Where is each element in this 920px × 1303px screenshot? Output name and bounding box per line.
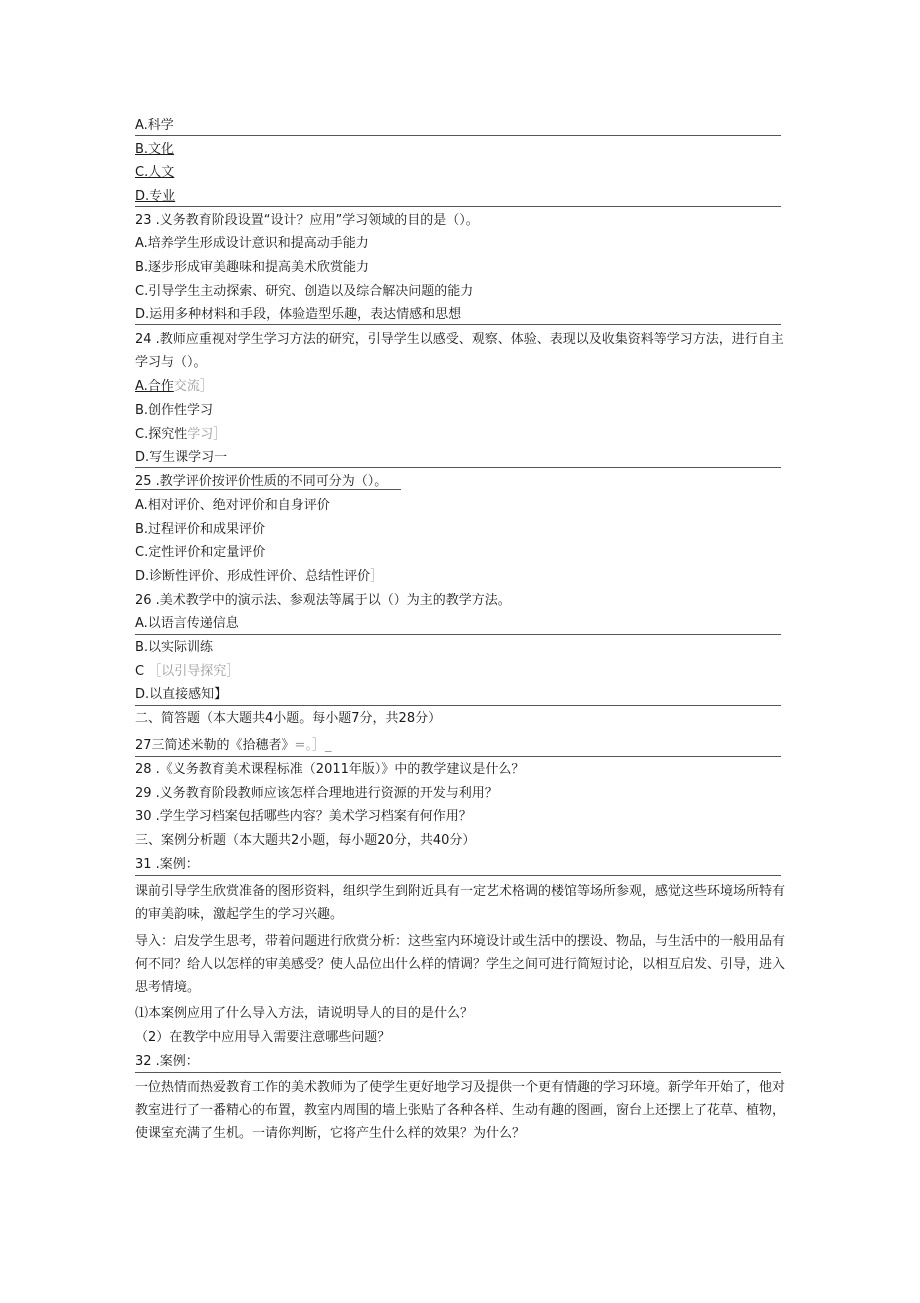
divider [135, 324, 781, 325]
q31-subquestion-1: ⑴本案例应用了什么导入方法，请说明导人的目的是什么？ [135, 1006, 474, 1021]
q25-option-a: A.相对评价、绝对评价和自身评价 [135, 498, 330, 513]
q26-option-c-label: C [135, 664, 145, 679]
q23-option-b: B.逐步形成审美趣味和提高美术欣赏能力 [135, 260, 370, 275]
q25-option-d-label: D.诊断性评价、形成性评价、总结性评价 [135, 569, 371, 584]
q28: 28 .《义务教育美术课程标准（2011年版）》中的教学建议是什么？ [135, 762, 525, 777]
q32-label: 32 .案例： [135, 1054, 199, 1069]
q27-faint: =。］_ [294, 738, 332, 753]
q26-option-c-faint: ［以引导探究］ [148, 664, 240, 679]
q30: 30 .学生学习档案包括哪些内容？美术学习档案有何作用？ [135, 809, 472, 824]
q27 [135, 738, 785, 754]
divider [135, 875, 781, 876]
divider [135, 705, 781, 706]
q26-option-d: D.以直接感知】 [135, 687, 228, 702]
q23-option-d: D.运用多种材料和手段，体验造型乐趣，表达情感和思想 [135, 307, 462, 322]
q24-option-c [135, 427, 785, 443]
divider [135, 206, 781, 207]
q24-option-c-label: C.探究性 [135, 427, 188, 442]
q26-stem: 26 .美术教学中的演示法、参观法等属于以（）为主的教学方法。 [135, 593, 511, 608]
q27-text: 27三简述米勒的《拾穗者》 [135, 738, 295, 753]
q25-option-c: C.定性评价和定量评价 [135, 545, 266, 560]
divider [135, 135, 781, 136]
q23-stem: 23 .义务教育阶段设置“设计？应用”学习领域的目的是（）。 [135, 213, 479, 228]
q23-option-a: A.培养学生形成设计意识和提高动手能力 [135, 236, 369, 251]
q22-option-d: D.专业 [135, 189, 176, 204]
q31-subquestion-2: （2）在教学中应用导入需要注意哪些问题？ [135, 1030, 391, 1045]
q26-option-c [135, 664, 785, 680]
q26-option-a: A.以语言传递信息 [135, 616, 239, 631]
q31-paragraph-2: 导入：启发学生思考，带着问题进行欣赏分析：这些室内环境设计或生活中的摆设、物品，与生活中的一般用品有何不同？给人以怎样的审美感受？使人品位出什么样的情调？学生之间可进行简短讨论，以相互启发、引导，进入思考情境。 [135, 934, 786, 995]
q24-option-b: B.创作性学习 [135, 403, 214, 418]
section3-heading: 三、案例分析题（本大题共2小题，每小题20分，共40分） [135, 833, 476, 848]
q24-option-a-faint: 交流］ [173, 379, 213, 394]
divider [135, 1072, 781, 1073]
q24-option-a [135, 379, 785, 395]
q25-stem [135, 474, 785, 490]
q22-option-c: C.人文 [135, 165, 175, 180]
q32-paragraph: 一位热情而热爱教育工作的美术教师为了使学生更好地学习及提供一个更有情趣的学习环境。新学年开始了，他对教室进行了一番精心的布置，教室内周围的墙上张贴了各种各样、生动有趣的图画，窗台上还摆上了花草、植物，使课室充满了生机。一请你判断，它将产生什么样的效果？为什么？ [135, 1080, 786, 1141]
q25-stem-text: 25 .教学评价按评价性质的不同可分为（）。 [135, 474, 401, 490]
divider [135, 634, 781, 635]
q25-option-b: B.过程评价和成果评价 [135, 522, 266, 537]
q22-option-b: B.文化 [135, 142, 175, 157]
q31-label: 31 .案例： [135, 857, 199, 872]
q29: 29 .义务教育阶段教师应该怎样合理地进行资源的开发与利用？ [135, 786, 498, 801]
q24-stem: 24 .教师应重视对学生学习方法的研究，引导学生以感受、观察、体验、表现以及收集资料等学习方法，进行自主学习与（）。 [135, 332, 784, 370]
q26-option-b: B.以实际训练 [135, 640, 214, 655]
q25-option-d-faint: ］ [370, 569, 384, 584]
q25-option-d [135, 569, 785, 585]
q23-option-c: C.引导学生主动探索、研究、创造以及综合解决问题的能力 [135, 284, 474, 299]
q24-option-a-label: A.合作 [135, 379, 174, 394]
q31-paragraph-1: 课前引导学生欣赏准备的图形资料，组织学生到附近具有一定艺术格调的楼馆等场所参观，感觉这些环境场所特有的审美韵味，激起学生的学习兴趣。 [135, 884, 786, 922]
divider [135, 467, 781, 468]
q24-option-d: D.写生课学习一 [135, 450, 228, 465]
divider [135, 756, 781, 757]
q24-option-c-faint: 学习］ [187, 427, 227, 442]
section2-heading: 二、简答题（本大题共4小题。每小题7分，共28分） [135, 711, 442, 726]
q22-option-a: A.科学 [135, 118, 174, 133]
